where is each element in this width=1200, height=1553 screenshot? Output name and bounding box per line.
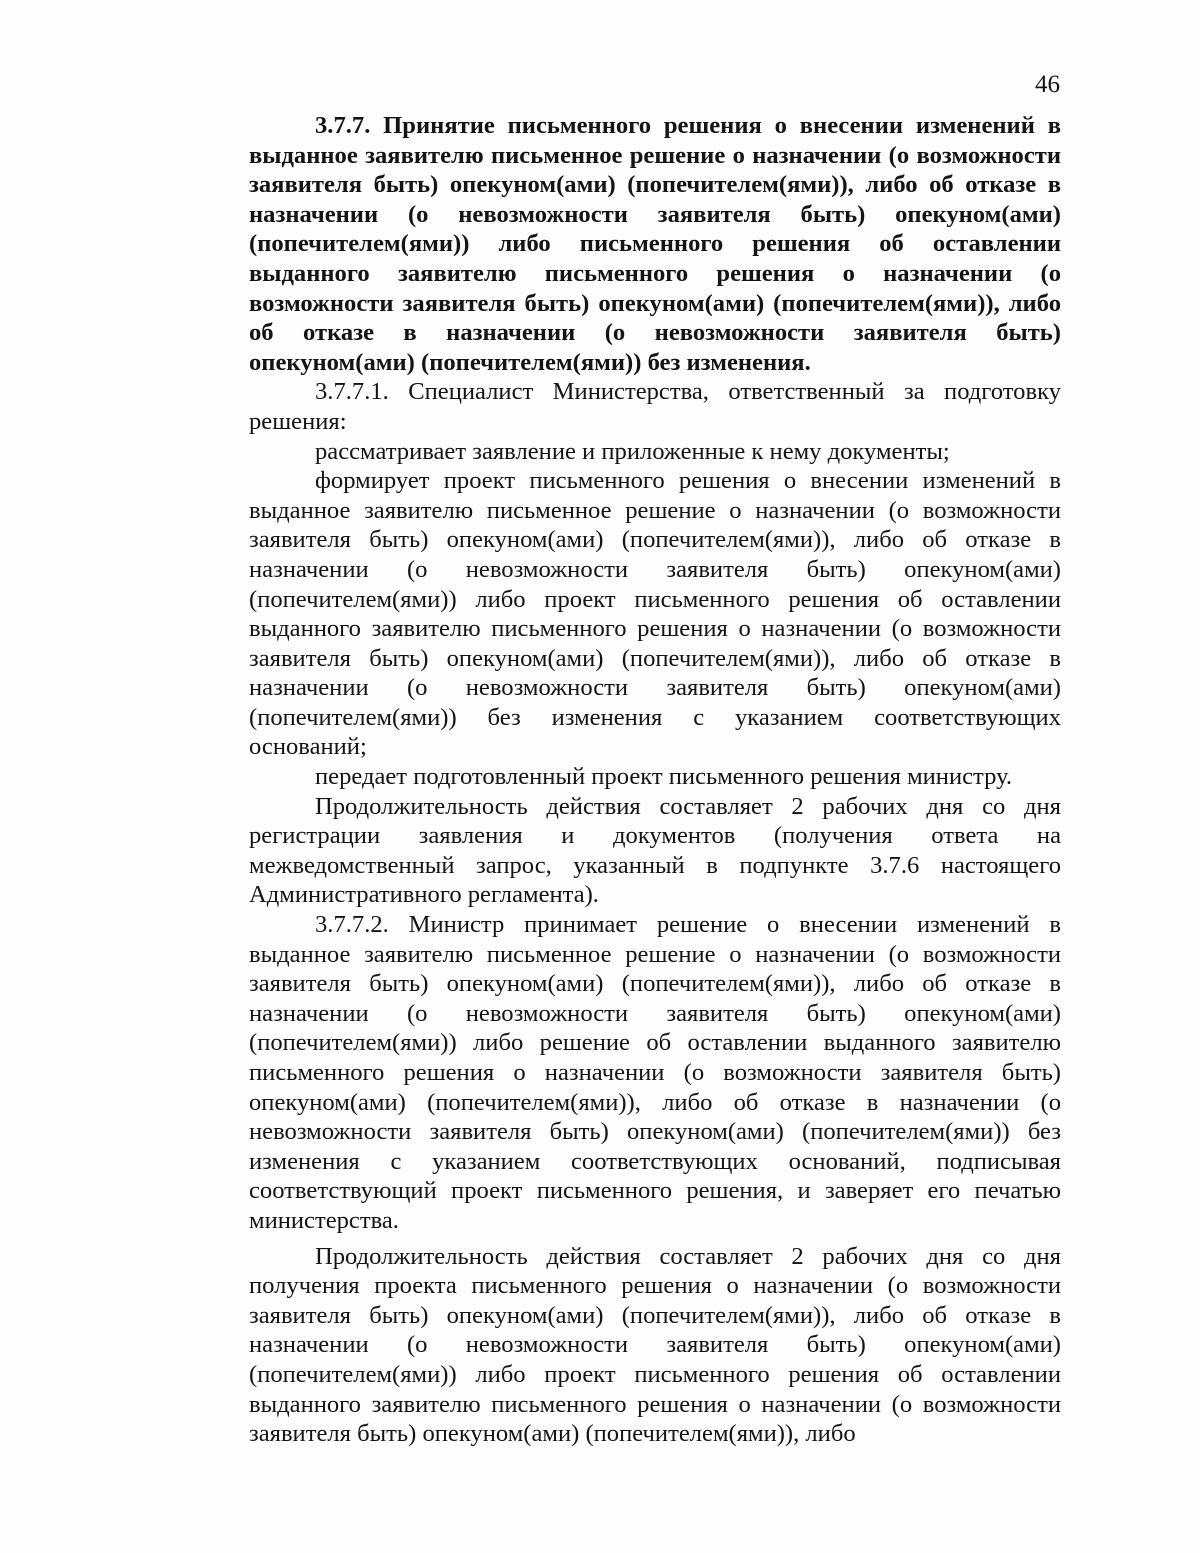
paragraph-duration-2: Продолжительность действия составляет 2 рабочих дня со дня получения проекта письменного решения о назначении (о возможности заявителя быть) опекуном(ами) (попечителем(ями)), либо об отказе в назначении (о невозможности заявителя быть) опекуном(ами) (попечителем(ями)) либо проект письменного решения об оставлении выданного заявителю письменного решения о назначении (о возможности заявителя быть) опекуном(ами) (попечителем(ями)), либо <box>249 1242 1061 1448</box>
paragraph-review-documents: рассматривает заявление и приложенные к нему документы; <box>315 437 950 465</box>
paragraph-form-draft: формирует проект письменного решения о внесении изменений в выданное заявителю письменное решение о назначении (о возможности заявителя быть) опекуном(ами) (попечителем(ями)), либо об отказе в назначении (о невозможности заявителя быть) опекуном(ами) (попечителем(ями)) либо проект письменного решения об оставлении выданного заявителю письменного решения о назначении (о возможности заявителя быть) опекуном(ами) (попечителем(ями)), либо об отказе в назначении (о невозможности заявителя быть) опекуном(ами) (попечителем(ями)) без изменения с указанием соответствующих оснований; <box>249 467 1061 761</box>
paragraph-duration-1: Продолжительность действия составляет 2 рабочих дня со дня регистрации заявления и документов (получения ответа на межведомственный запрос, указанный в подпункте 3.7.6 настоящего Административного регламента). <box>249 792 1061 909</box>
paragraph-transfer-draft: передает подготовленный проект письменного решения министру. <box>315 763 1013 791</box>
document-body <box>249 111 1061 1449</box>
section-heading: 3.7.7. Принятие письменного решения о внесении изменений в выданное заявителю письменное решение о назначении (о возможности заявителя быть) опекуном(ами) (попечителем(ями)), либо об отказе в назначении (о невозможности заявителя быть) опекуном(ами) (попечителем(ями)) либо письменного решения об оставлении выданного заявителю письменного решения о назначении (о возможности заявителя быть) опекуном(ами) (попечителем(ями)), либо об отказе в назначении (о невозможности заявителя быть) опекуном(ами) (попечителем(ями)) без изменения. <box>249 112 1061 376</box>
paragraph-3-7-7-1: 3.7.7.1. Специалист Министерства, ответственный за подготовку решения: <box>249 378 1061 435</box>
paragraph-3-7-7-2: 3.7.7.2. Министр принимает решение о внесении изменений в выданное заявителю письменное решение о назначении (о возможности заявителя быть) опекуном(ами) (попечителем(ями)), либо об отказе в назначении (о невозможности заявителя быть) опекуном(ами) (попечителем(ями)) либо решение об оставлении выданного заявителю письменного решения о назначении (о возможности заявителя быть) опекуном(ами) (попечителем(ями)), либо об отказе в назначении (о невозможности заявителя быть) опекуном(ами) (попечителем(ями)) без изменения с указанием соответствующих оснований, подписывая соответствующий проект письменного решения, и заверяет его печатью министерства. <box>249 911 1061 1234</box>
page-number: 46 <box>1035 71 1060 98</box>
